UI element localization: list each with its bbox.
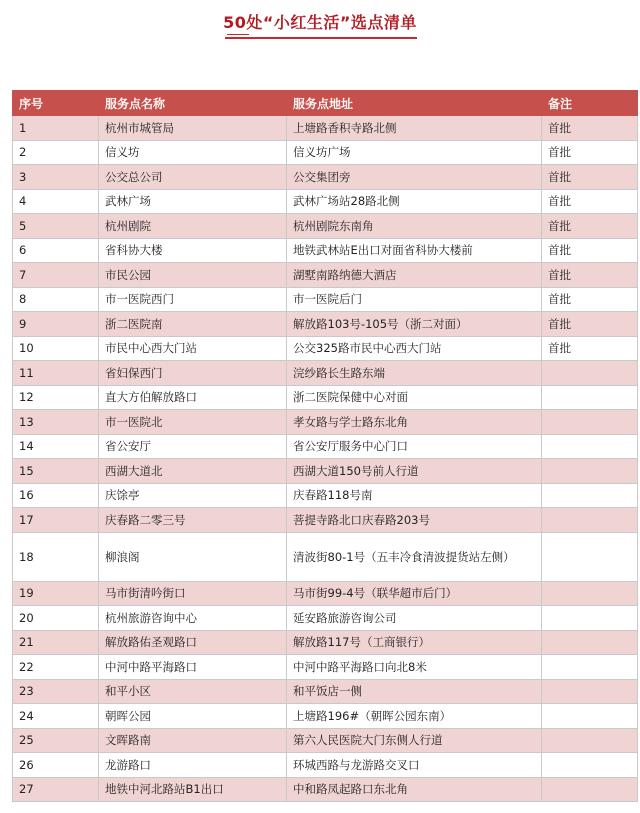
cell-name: 市一医院西门 bbox=[99, 287, 287, 312]
cell-no: 7 bbox=[13, 263, 99, 288]
table-row bbox=[13, 704, 638, 729]
cell-address: 马市街99-4号（联华超市后门） bbox=[287, 581, 542, 606]
cell-note: 首批 bbox=[542, 165, 638, 190]
cell-no: 9 bbox=[13, 312, 99, 337]
table-row bbox=[13, 361, 638, 386]
table-row bbox=[13, 140, 638, 165]
cell-address: 浙二医院保健中心对面 bbox=[287, 385, 542, 410]
cell-no: 27 bbox=[13, 777, 99, 802]
table-row bbox=[13, 655, 638, 680]
cell-note: 首批 bbox=[542, 287, 638, 312]
cell-name: 解放路佑圣观路口 bbox=[99, 630, 287, 655]
cell-no: 25 bbox=[13, 728, 99, 753]
cell-no: 18 bbox=[13, 532, 99, 581]
table-row bbox=[13, 214, 638, 239]
cell-no: 13 bbox=[13, 410, 99, 435]
table-row bbox=[13, 728, 638, 753]
header-address: 服务点地址 bbox=[287, 91, 542, 116]
table-row bbox=[13, 312, 638, 337]
table-row bbox=[13, 434, 638, 459]
cell-address: 上塘路196#（朝晖公园东南） bbox=[287, 704, 542, 729]
title-area bbox=[0, 0, 640, 86]
table-row bbox=[13, 630, 638, 655]
table-row bbox=[13, 336, 638, 361]
header-no: 序号 bbox=[13, 91, 99, 116]
table-row bbox=[13, 532, 638, 581]
table-row bbox=[13, 287, 638, 312]
cell-name: 杭州市城管局 bbox=[99, 116, 287, 141]
cell-name: 文晖路南 bbox=[99, 728, 287, 753]
cell-address: 西湖大道150号前人行道 bbox=[287, 459, 542, 484]
title-underline bbox=[225, 37, 417, 39]
cell-no: 2 bbox=[13, 140, 99, 165]
cell-no: 3 bbox=[13, 165, 99, 190]
table-row bbox=[13, 189, 638, 214]
cell-name: 杭州旅游咨询中心 bbox=[99, 606, 287, 631]
table-row bbox=[13, 459, 638, 484]
cell-address: 庆春路118号南 bbox=[287, 483, 542, 508]
cell-no: 17 bbox=[13, 508, 99, 533]
cell-address: 中和路凤起路口东北角 bbox=[287, 777, 542, 802]
cell-note bbox=[542, 704, 638, 729]
cell-address: 解放路103号-105号（浙二对面） bbox=[287, 312, 542, 337]
cell-name: 市民公园 bbox=[99, 263, 287, 288]
cell-no: 1 bbox=[13, 116, 99, 141]
cell-no: 10 bbox=[13, 336, 99, 361]
cell-name: 庆春路二零三号 bbox=[99, 508, 287, 533]
cell-address: 武林广场站28路北侧 bbox=[287, 189, 542, 214]
cell-note: 首批 bbox=[542, 336, 638, 361]
cell-name: 西湖大道北 bbox=[99, 459, 287, 484]
cell-name: 市一医院北 bbox=[99, 410, 287, 435]
table-row bbox=[13, 777, 638, 802]
cell-address: 信义坊广场 bbox=[287, 140, 542, 165]
cell-no: 21 bbox=[13, 630, 99, 655]
cell-note bbox=[542, 508, 638, 533]
cell-address: 杭州剧院东南角 bbox=[287, 214, 542, 239]
table-row bbox=[13, 581, 638, 606]
table-row bbox=[13, 263, 638, 288]
cell-note: 首批 bbox=[542, 312, 638, 337]
table-row bbox=[13, 116, 638, 141]
cell-no: 23 bbox=[13, 679, 99, 704]
cell-name: 省科协大楼 bbox=[99, 238, 287, 263]
cell-no: 19 bbox=[13, 581, 99, 606]
service-points-table bbox=[12, 90, 638, 802]
cell-note bbox=[542, 532, 638, 581]
cell-name: 朝晖公园 bbox=[99, 704, 287, 729]
cell-note bbox=[542, 434, 638, 459]
cell-note: 首批 bbox=[542, 140, 638, 165]
cell-no: 24 bbox=[13, 704, 99, 729]
table-row bbox=[13, 385, 638, 410]
cell-name: 公交总公司 bbox=[99, 165, 287, 190]
cell-name: 杭州剧院 bbox=[99, 214, 287, 239]
cell-no: 22 bbox=[13, 655, 99, 680]
cell-name: 庆馀亭 bbox=[99, 483, 287, 508]
cell-note: 首批 bbox=[542, 116, 638, 141]
cell-note bbox=[542, 679, 638, 704]
cell-name: 和平小区 bbox=[99, 679, 287, 704]
cell-address: 省公安厅服务中心门口 bbox=[287, 434, 542, 459]
cell-address: 延安路旅游咨询公司 bbox=[287, 606, 542, 631]
table-row bbox=[13, 238, 638, 263]
cell-note bbox=[542, 581, 638, 606]
cell-note bbox=[542, 630, 638, 655]
cell-no: 4 bbox=[13, 189, 99, 214]
cell-address: 第六人民医院大门东侧人行道 bbox=[287, 728, 542, 753]
cell-note: 首批 bbox=[542, 238, 638, 263]
cell-note bbox=[542, 606, 638, 631]
cell-note: 首批 bbox=[542, 189, 638, 214]
header-note: 备注 bbox=[542, 91, 638, 116]
cell-note bbox=[542, 459, 638, 484]
cell-address: 孝女路与学士路东北角 bbox=[287, 410, 542, 435]
cell-address: 中河中路平海路口向北8米 bbox=[287, 655, 542, 680]
cell-note bbox=[542, 483, 638, 508]
cell-no: 6 bbox=[13, 238, 99, 263]
cell-note bbox=[542, 753, 638, 778]
cell-no: 12 bbox=[13, 385, 99, 410]
cell-no: 20 bbox=[13, 606, 99, 631]
cell-no: 8 bbox=[13, 287, 99, 312]
cell-note: 首批 bbox=[542, 214, 638, 239]
header-name: 服务点名称 bbox=[99, 91, 287, 116]
cell-no: 16 bbox=[13, 483, 99, 508]
cell-name: 中河中路平海路口 bbox=[99, 655, 287, 680]
table-row bbox=[13, 508, 638, 533]
cell-name: 市民中心西大门站 bbox=[99, 336, 287, 361]
cell-address: 地铁武林站E出口对面省科协大楼前 bbox=[287, 238, 542, 263]
cell-address: 环城西路与龙游路交叉口 bbox=[287, 753, 542, 778]
cell-no: 11 bbox=[13, 361, 99, 386]
table-header-row bbox=[13, 91, 638, 116]
cell-name: 信义坊 bbox=[99, 140, 287, 165]
page-title: 50处“小红生活”选点清单 bbox=[223, 13, 417, 32]
cell-address: 和平饭店一侧 bbox=[287, 679, 542, 704]
cell-name: 直大方伯解放路口 bbox=[99, 385, 287, 410]
cell-name: 省妇保西门 bbox=[99, 361, 287, 386]
table-row bbox=[13, 483, 638, 508]
cell-name: 省公安厅 bbox=[99, 434, 287, 459]
cell-note bbox=[542, 410, 638, 435]
cell-address: 湖墅南路纳德大酒店 bbox=[287, 263, 542, 288]
cell-name: 地铁中河北路站B1出口 bbox=[99, 777, 287, 802]
cell-address: 市一医院后门 bbox=[287, 287, 542, 312]
cell-address: 公交集团旁 bbox=[287, 165, 542, 190]
table-row bbox=[13, 165, 638, 190]
cell-note bbox=[542, 361, 638, 386]
cell-no: 26 bbox=[13, 753, 99, 778]
cell-address: 解放路117号（工商银行） bbox=[287, 630, 542, 655]
cell-no: 5 bbox=[13, 214, 99, 239]
cell-no: 14 bbox=[13, 434, 99, 459]
cell-address: 浣纱路长生路东端 bbox=[287, 361, 542, 386]
cell-note: 首批 bbox=[542, 263, 638, 288]
cell-name: 马市街清吟街口 bbox=[99, 581, 287, 606]
cell-name: 浙二医院南 bbox=[99, 312, 287, 337]
cell-address: 菩提寺路北口庆春路203号 bbox=[287, 508, 542, 533]
cell-address: 公交325路市民中心西大门站 bbox=[287, 336, 542, 361]
table-row bbox=[13, 753, 638, 778]
cell-name: 柳浪阁 bbox=[99, 532, 287, 581]
cell-note bbox=[542, 777, 638, 802]
cell-note bbox=[542, 728, 638, 753]
cell-address: 清波街80-1号（五丰冷食清波提货站左侧） bbox=[287, 532, 542, 581]
cell-note bbox=[542, 655, 638, 680]
cell-name: 龙游路口 bbox=[99, 753, 287, 778]
cell-note bbox=[542, 385, 638, 410]
cell-no: 15 bbox=[13, 459, 99, 484]
cell-address: 上塘路香积寺路北侧 bbox=[287, 116, 542, 141]
table-row bbox=[13, 410, 638, 435]
table-row bbox=[13, 606, 638, 631]
cell-name: 武林广场 bbox=[99, 189, 287, 214]
table-row bbox=[13, 679, 638, 704]
